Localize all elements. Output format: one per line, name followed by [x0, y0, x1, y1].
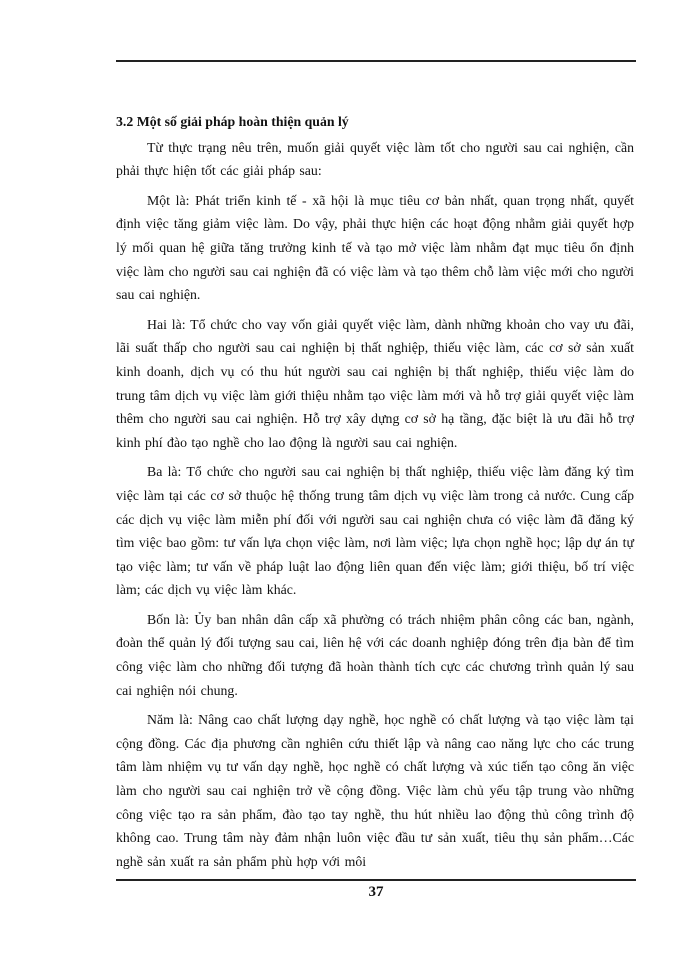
document-body: [116, 110, 634, 873]
section-heading: 3.2 Một số giải pháp hoàn thiện quản lý: [116, 114, 349, 129]
paragraph-solution-1: Một là: Phát triển kinh tế - xã hội là mục tiêu cơ bản nhất, quan trọng nhất, quyết định việc tăng giảm việc làm. Do vậy, phải thực hiện các hoạt động nhằm giải quyết hợp lý mối quan hệ giữa tăng trưởng kinh tế và tạo mở việc làm nhằm đạt mục tiêu ổn định việc làm cho người sau cai nghiện đã có việc làm và tạo thêm chỗ làm việc mới cho người sau cai nghiện.: [116, 192, 634, 303]
paragraph-solution-4: Bốn là: Ủy ban nhân dân cấp xã phường có trách nhiệm phân công các ban, ngành, đoàn thể quản lý đối tượng sau cai, liên hệ với các doanh nghiệp đóng trên địa bàn để tìm công việc làm cho những đối tượng đã hoàn thành tích cực các chương trình quản lý sau cai nghiện nói chung.: [116, 611, 634, 698]
paragraph-solution-2: Hai là: Tổ chức cho vay vốn giải quyết việc làm, dành những khoản cho vay ưu đãi, lãi suất thấp cho người sau cai nghiện bị thất nghiệp, thiếu việc làm, các cơ sở sản xuất kinh doanh, dịch vụ có thu hút người sau cai nghiện bị thất nghiệp, thiếu việc làm do trung tâm dịch vụ việc làm giới thiệu nhằm tạo việc làm mới và hỗ trợ giải quyết việc làm thêm cho người sau cai nghiện. Hỗ trợ xây dựng cơ sở hạ tầng, đặc biệt là ưu đãi hỗ trợ kinh phí đào tạo nghề cho lao động là người sau cai nghiện.: [116, 316, 634, 450]
footer-rule: [116, 879, 636, 881]
page-number: 37: [368, 884, 384, 900]
paragraph-solution-5: Năm là: Nâng cao chất lượng dạy nghề, học nghề có chất lượng và tạo việc làm tại cộng đồng. Các địa phương cần nghiên cứu thiết lập và nâng cao năng lực cho các trung tâm làm nhiệm vụ tư vấn dạy nghề, học nghề có chất lượng và xúc tiến tạo công ăn việc làm cho người sau cai nghiện trở về cộng đồng. Việc làm chủ yếu tập trung vào những công việc tạo ra sản phẩm, đào tạo tay nghề, thu hút nhiều lao động thủ công trình độ không cao. Trung tâm này đảm nhận luôn việc đầu tư sản xuất, tiêu thụ sản phẩm…Các nghề sản xuất ra sản phẩm phù hợp với môi: [116, 712, 634, 869]
paragraph-solution-3: Ba là: Tổ chức cho người sau cai nghiện bị thất nghiệp, thiếu việc làm đăng ký tìm việc làm tại các cơ sở thuộc hệ thống trung tâm dịch vụ việc làm trong cả nước. Cung cấp các dịch vụ việc làm miễn phí đối với người sau cai nghiện chưa có việc làm đã đăng ký tìm việc bao gồm: tư vấn lựa chọn việc làm, nơi làm việc; lựa chọn nghề học; lập dự án tự tạo việc làm; tư vấn về pháp luật lao động liên quan đến việc làm; giới thiệu, bố trí việc làm; các dịch vụ việc làm khác.: [116, 464, 634, 598]
paragraph-intro: Từ thực trạng nêu trên, muốn giải quyết việc làm tốt cho người sau cai nghiện, cần phải thực hiện tốt các giải pháp sau:: [116, 139, 634, 179]
header-rule: [116, 60, 636, 62]
